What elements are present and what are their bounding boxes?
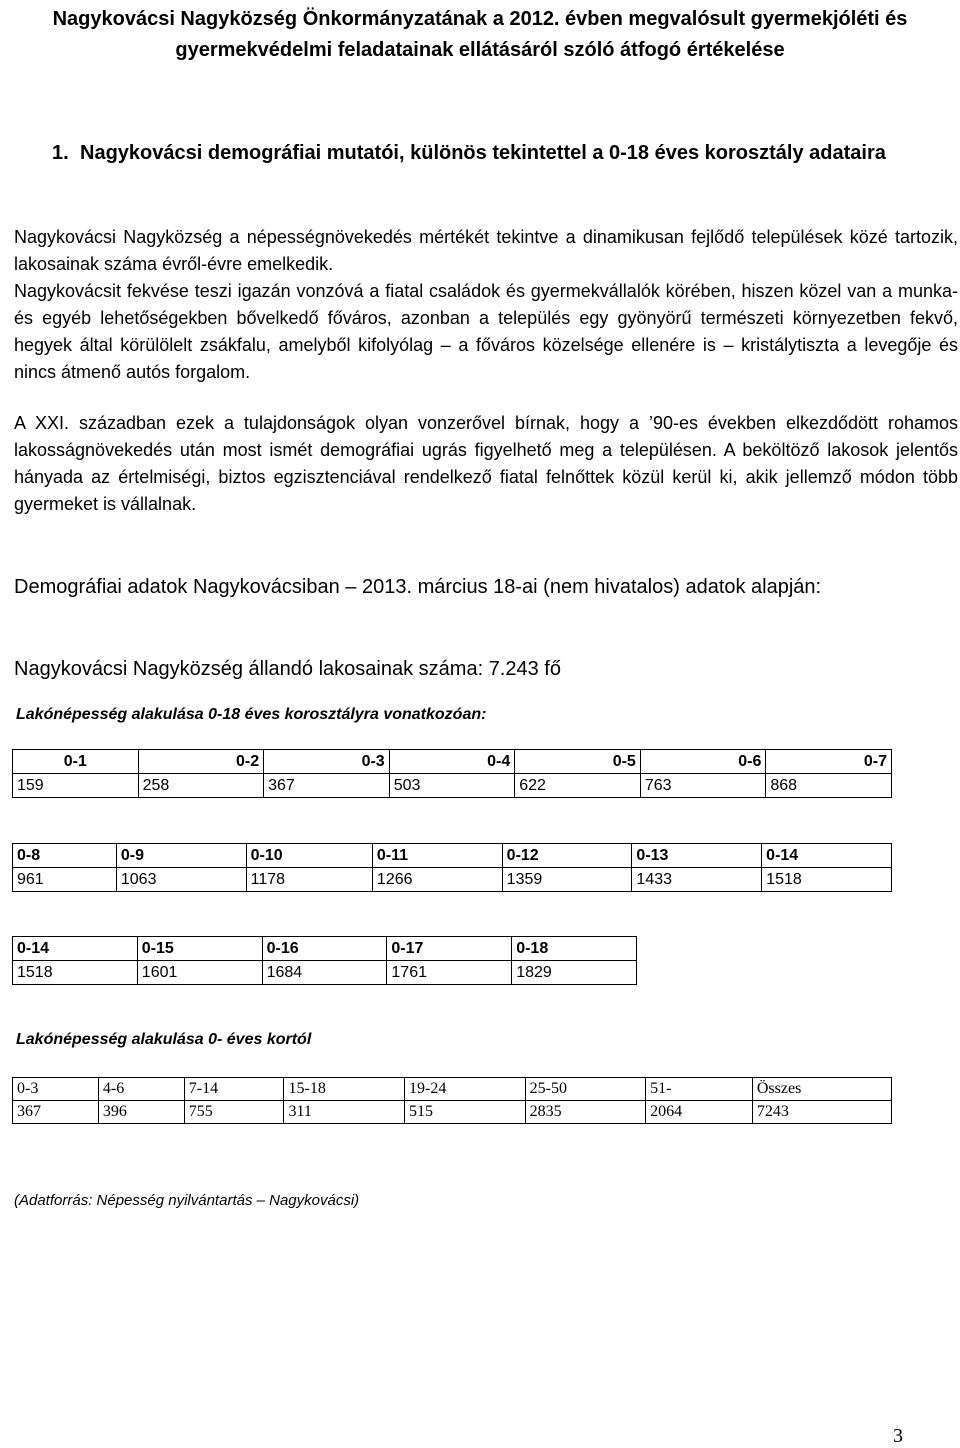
table-cell: 1601 (137, 961, 262, 985)
table-header-cell: 0-8 (13, 844, 117, 868)
table-header-cell: 0-15 (137, 937, 262, 961)
table-header-cell: 0-17 (387, 937, 512, 961)
table-cell: 1829 (512, 961, 637, 985)
table-cell: 258 (138, 774, 264, 798)
table-header-row (13, 1078, 892, 1101)
table-header-cell: 0-9 (116, 844, 246, 868)
table-header-cell: 25-50 (525, 1078, 646, 1101)
population-line: Nagykovácsi Nagyközség állandó lakosainak száma: 7.243 fő (14, 658, 561, 680)
table-cell: 2835 (525, 1101, 646, 1124)
table-cell: 1761 (387, 961, 512, 985)
table-header-cell: 0-7 (766, 750, 892, 774)
table-header-cell: 0-11 (372, 844, 502, 868)
table-cell: 763 (640, 774, 766, 798)
table-header-cell: 0-1 (13, 750, 139, 774)
population-table-14-18 (12, 936, 637, 985)
table-cell: 367 (264, 774, 390, 798)
table-cell: 1684 (262, 961, 387, 985)
table-cell: 1518 (13, 961, 138, 985)
table-header-cell: 0-16 (262, 937, 387, 961)
table-header-cell: 0-10 (246, 844, 372, 868)
table-caption-age-groups: Lakónépesség alakulása 0- éves kortól (16, 1031, 312, 1048)
table-header-cell: 0-5 (515, 750, 641, 774)
table-header-cell: 0-12 (502, 844, 632, 868)
table-cell: 868 (766, 774, 892, 798)
table-cell: 1518 (762, 868, 892, 892)
table-row (13, 774, 892, 798)
table-cell: 1266 (372, 868, 502, 892)
table-cell: 367 (13, 1101, 99, 1124)
table-cell: 622 (515, 774, 641, 798)
table-cell: 503 (389, 774, 515, 798)
table-header-cell: 4-6 (98, 1078, 184, 1101)
demographics-heading: Demográfiai adatok Nagykovácsiban – 2013. március 18-ai (nem hivatalos) adatok alapján: (14, 576, 822, 598)
table-header-cell: 0-6 (640, 750, 766, 774)
location-paragraph: Nagykovácsit fekvése teszi igazán vonzóvá a fiatal családok és gyermekvállalók körében, hiszen közel van a munka- és egyéb lehetőségekben bővelkedő főváros, azonban a település egy gyönyörű természeti környezetben fekvő, hegyek által körülölelt zsákfalu, amelyből kifolyólag – a főváros közelsége ellenére is – kristálytiszta a levegője és nincs átmenő autós forgalom. (14, 281, 958, 382)
section-heading-text: Nagykovácsi demográfiai mutatói, különös tekintettel a 0-18 éves korosztály adataira (80, 142, 886, 164)
table-header-cell: 0-18 (512, 937, 637, 961)
population-table-8-14 (12, 843, 892, 892)
table-header-cell: Összes (752, 1078, 891, 1101)
table-cell: 1433 (632, 868, 762, 892)
intro-paragraph: Nagykovácsi Nagyközség a népességnövekedés mértékét tekintve a dinamikusan fejlődő települések közé tartozik, lakosainak száma évről-évre emelkedik. (14, 227, 958, 274)
section-number: 1. (52, 142, 69, 164)
table-cell: 1063 (116, 868, 246, 892)
table-header-cell: 7-14 (184, 1078, 284, 1101)
table-row (13, 961, 637, 985)
table-caption-0-18: Lakónépesség alakulása 0-18 éves korosztályra vonatkozóan: (16, 706, 487, 723)
table-header-row (13, 844, 892, 868)
table-header-cell: 0-14 (13, 937, 138, 961)
growth-paragraph: A XXI. században ezek a tulajdonságok olyan vonzerővel bírnak, hogy a ’90-es években elkezdődött rohamos lakosságnövekedés után most ismét demográfiai ugrás figyelhető meg a településen. A beköltöző lakosok jelentős hányada az értelmiségi, biztos egzisztenciával rendelkező fiatal felnőttek közül kerül ki, akik jellemző módon több gyermeket is vállalnak. (14, 413, 958, 514)
table-cell: 311 (284, 1101, 405, 1124)
table-header-cell: 51- (646, 1078, 753, 1101)
population-table-0-7 (12, 749, 892, 798)
source-note: (Adatforrás: Népesség nyilvántartás – Nagykovácsi) (14, 1192, 360, 1209)
table-header-cell: 19-24 (405, 1078, 526, 1101)
table-header-cell: 15-18 (284, 1078, 405, 1101)
table-cell: 515 (405, 1101, 526, 1124)
table-header-row (13, 937, 637, 961)
table-header-cell: 0-2 (138, 750, 264, 774)
table-cell: 7243 (752, 1101, 891, 1124)
page-number: 3 (893, 1425, 903, 1447)
table-cell: 1359 (502, 868, 632, 892)
section-heading (14, 139, 944, 167)
table-cell: 159 (13, 774, 139, 798)
table-cell: 2064 (646, 1101, 753, 1124)
table-header-cell: 0-3 (264, 750, 390, 774)
document-title: Nagykovácsi Nagyközség Önkormányzatának a 2012. évben megvalósult gyermekjóléti és gyermekvédelmi feladatainak ellátásáról szóló átfogó értékelése (52, 8, 908, 61)
table-row (13, 1101, 892, 1124)
table-cell: 396 (98, 1101, 184, 1124)
table-cell: 1178 (246, 868, 372, 892)
table-header-cell: 0-14 (762, 844, 892, 868)
table-header-cell: 0-3 (13, 1078, 99, 1101)
table-header-cell: 0-13 (632, 844, 762, 868)
table-cell: 755 (184, 1101, 284, 1124)
population-table-age-groups (12, 1077, 892, 1124)
table-row (13, 868, 892, 892)
table-cell: 961 (13, 868, 117, 892)
table-header-cell: 0-4 (389, 750, 515, 774)
table-header-row (13, 750, 892, 774)
